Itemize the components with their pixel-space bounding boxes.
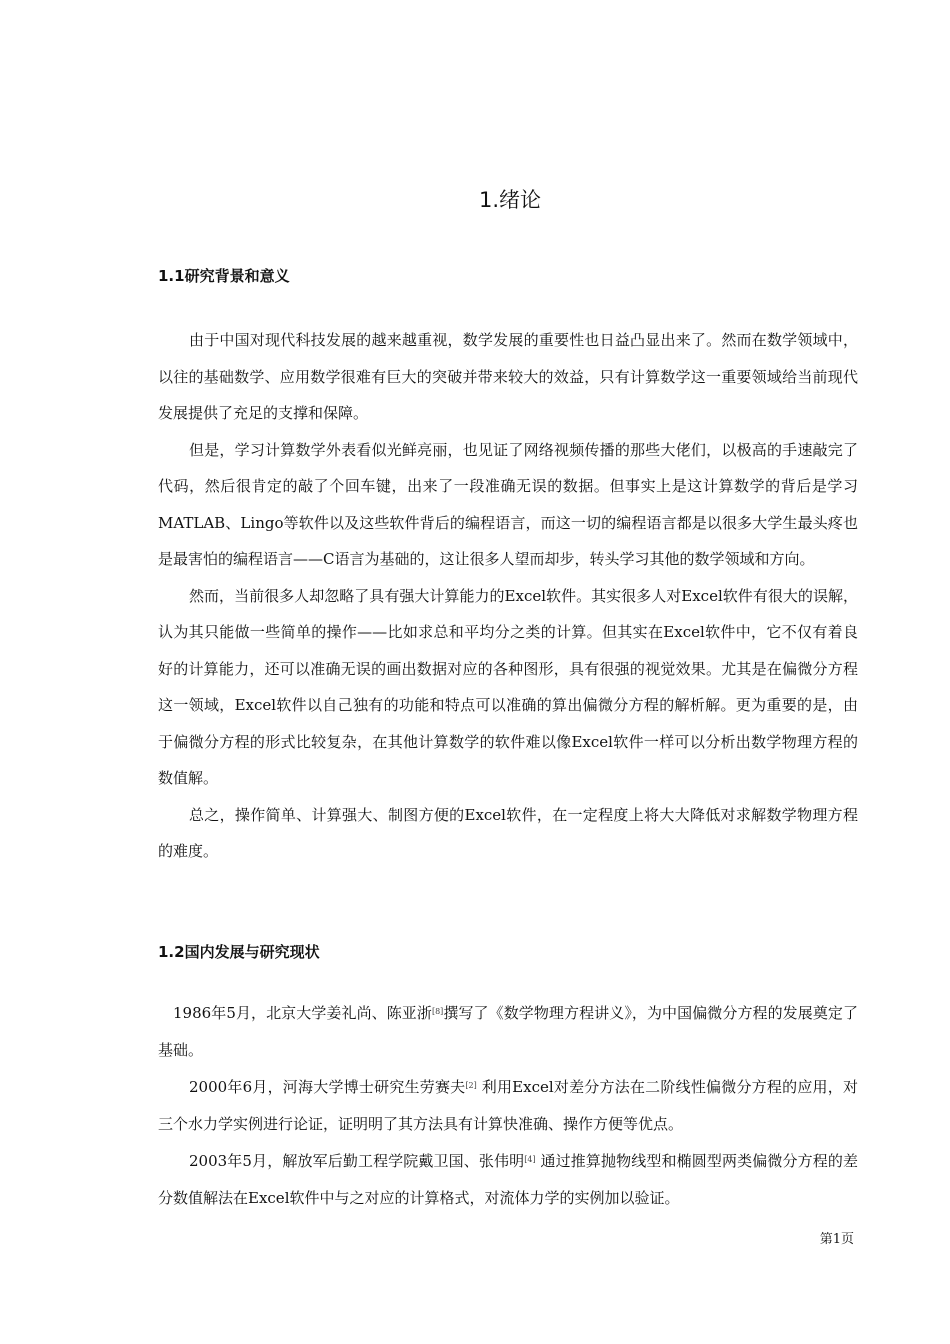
- page-number: 第1页: [819, 1232, 854, 1247]
- citation-ref: [4]: [524, 1155, 536, 1164]
- paragraph-text: 2000年6月，河海大学博士研究生劳赛夫: [189, 1078, 466, 1096]
- paragraph: 但是，学习计算数学外表看似光鲜亮丽，也见证了网络视频传播的那些大佬们，以极高的手速敲完了代码，然后很肯定的敲了个回车键，出来了一段准确无误的数据。但事实上是这计算数学的背后是学习MATLAB、Lingo等软件以及这些软件背后的编程语言，而这一切的编程语言都是以很多大学生最头疼也是最害怕的编程语言——C语言为基础的，这让很多人望而却步，转头学习其他的数学领域和方向。: [158, 440, 858, 568]
- section-1-1-body: [158, 322, 858, 870]
- paragraph-text: 撰写了《数学物理方程讲义》，为中国偏微分方程的发展奠定了基础。: [158, 1004, 858, 1059]
- paragraph: [158, 1069, 858, 1143]
- citation-ref: [8]: [431, 1007, 444, 1016]
- chapter-title: 1.绪论: [478, 188, 542, 212]
- paragraph: 然而，当前很多人却忽略了具有强大计算能力的Excel软件。其实很多人对Excel软件有很大的误解，认为其只能做一些简单的操作——比如求总和平均分之类的计算。但其实在Excel软件中，它不仅有着良好的计算能力，还可以准确无误的画出数据对应的各种图形，具有很强的视觉效果。尤其是在偏微分方程这一领域，Excel软件以自己独有的功能和特点可以准确的算出偏微分方程的解析解。更为重要的是，由于偏微分方程的形式比较复杂，在其他计算数学的软件难以像Excel软件一样可以分析出数学物理方程的数值解。: [158, 586, 858, 787]
- section-1-2-body: [158, 995, 858, 1217]
- section-heading-1-2: 1.2国内发展与研究现状: [158, 943, 320, 961]
- paragraph: 由于中国对现代科技发展的越来越重视，数学发展的重要性也日益凸显出来了。然而在数学领域中，以往的基础数学、应用数学很难有巨大的突破并带来较大的效益，只有计算数学这一重要领域给当前现代发展提供了充足的支撑和保障。: [158, 331, 858, 422]
- section-heading-1-1: 1.1研究背景和意义: [158, 267, 290, 285]
- paragraph-text: 利用Excel对差分方法在二阶线性偏微分方程的应用，对三个水力学实例进行论证，证明明了其方法具有计算快准确、操作方便等优点。: [158, 1078, 858, 1133]
- paragraph-text: 通过推算抛物线型和椭圆型两类偏微分方程的差分数值解法在Excel软件中与之对应的计算格式，对流体力学的实例加以验证。: [158, 1152, 858, 1207]
- paragraph-text: 1986年5月，北京大学姜礼尚、陈亚浙: [173, 1004, 432, 1022]
- paragraph: 总之，操作简单、计算强大、制图方便的Excel软件，在一定程度上将大大降低对求解数学物理方程的难度。: [158, 805, 858, 860]
- paragraph: [158, 995, 858, 1069]
- paragraph-text: 2003年5月，解放军后勤工程学院戴卫国、张伟明: [189, 1152, 525, 1170]
- citation-ref: [2]: [465, 1081, 477, 1090]
- paragraph: [158, 1143, 858, 1217]
